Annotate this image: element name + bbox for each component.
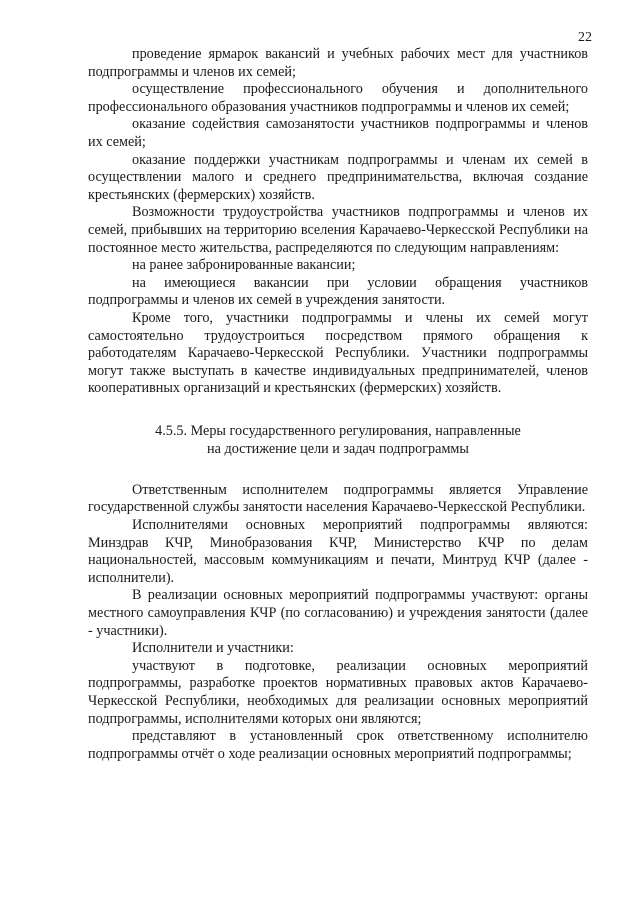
paragraph: Исполнители и участники: xyxy=(132,640,294,657)
paragraph: Исполнителями основных мероприятий подпрограммы являются: Минздрав КЧР, Минобразования КЧР, Министерство КЧР по делам национальностей, массовым коммуникациям и печати, Минтруд КЧР (далее - исполнители). xyxy=(88,517,588,586)
section-heading-line1: 4.5.5. Меры государственного регулирования, направленные xyxy=(155,422,521,439)
paragraph: оказание содействия самозанятости участников подпрограммы и членов их семей; xyxy=(88,116,588,150)
paragraph: оказание поддержки участникам подпрограммы и членам их семей в осуществлении малого и среднего предпринимательства, включая создание крестьянских (фермерских) хозяйств. xyxy=(88,151,588,203)
paragraph: В реализации основных мероприятий подпрограммы участвуют: органы местного самоуправления КЧР (по согласованию) и учреждения занятости (далее - участники). xyxy=(88,587,588,639)
paragraph: на имеющиеся вакансии при условии обращения участников подпрограммы и членов их семей в учреждения занятости. xyxy=(88,274,588,309)
document-body xyxy=(88,46,588,763)
section-heading xyxy=(88,422,588,458)
paragraph: осуществление профессионального обучения и дополнительного профессионального образования участников подпрограммы и членов их семей; xyxy=(88,81,588,115)
section-heading-line2: на достижение цели и задач подпрограммы xyxy=(207,440,469,457)
paragraph: представляют в установленный срок ответственному исполнителю подпрограммы отчёт о ходе реализации основных мероприятий подпрограммы; xyxy=(88,728,588,762)
paragraph: Возможности трудоустройства участников подпрограммы и членов их семей, прибывших на территорию вселения Карачаево-Черкесской Республики на постоянное место жительства, распределяются по следующим направлениям: xyxy=(88,204,588,256)
paragraph: Ответственным исполнителем подпрограммы является Управление государственной службы занятости населения Карачаево-Черкесской Республики. xyxy=(88,481,588,516)
paragraph: участвуют в подготовке, реализации основных мероприятий подпрограммы, разработке проектов нормативных правовых актов Карачаево-Черкесской Республики, необходимых для реализации основных мероприятий подпрограммы, исполнителями которых они являются; xyxy=(88,657,588,727)
paragraph: Кроме того, участники подпрограммы и члены их семей могут самостоятельно трудоустроиться посредством прямого обращения к работодателям Карачаево-Черкесской Республики. Участники подпрограммы могут также выступать в качестве индивидуальных предпринимателей, членов кооперативных организаций и крестьянских (фермерских) хозяйств. xyxy=(88,309,588,397)
page-number: 22 xyxy=(578,30,592,45)
paragraph: на ранее забронированные вакансии; xyxy=(132,257,356,274)
paragraph: проведение ярмарок вакансий и учебных рабочих мест для участников подпрограммы и членов их семей; xyxy=(88,46,588,80)
